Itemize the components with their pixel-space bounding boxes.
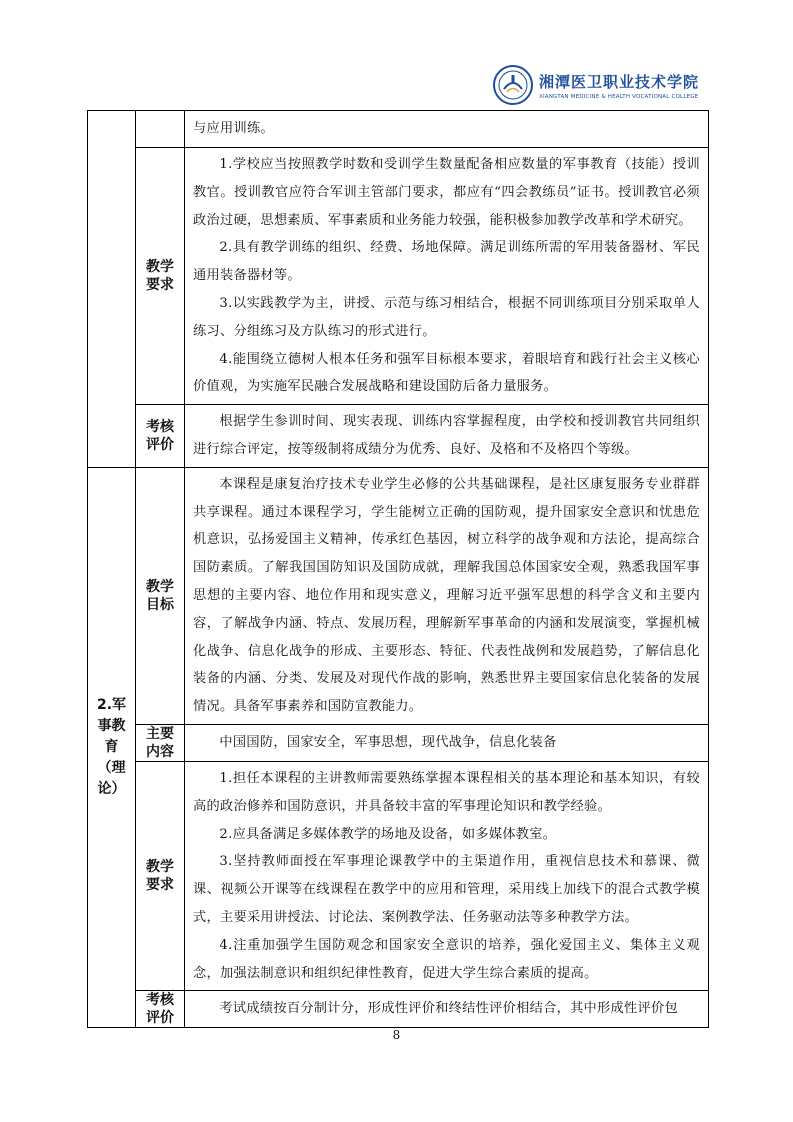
course-table <box>87 110 709 1028</box>
college-name-en: XIANGTAN MEDICINE & HEALTH VOCATIONAL COLLEGE <box>538 93 699 100</box>
table-row-goal-2 <box>88 467 709 724</box>
content-assess-1 <box>185 405 709 468</box>
teach-req-2-p2: 2.应具备满足多媒体教学的场地及设备，如多媒体教室。 <box>219 826 557 842</box>
page-number: 8 <box>392 1028 401 1042</box>
continuation-text: 与应用训练。 <box>193 121 274 137</box>
college-name-cn: 湘潭医卫职业技术学院 <box>538 72 699 91</box>
table-row-assess-1 <box>88 405 709 468</box>
teach-req-1-p2: 2.具有教学训练的组织、经费、场地保障。满足训练所需的军用装备器材、军民通用装备器材等。 <box>193 240 700 284</box>
category-cell-1 <box>88 111 136 468</box>
teach-req-1-p3: 3.以实践教学为主，讲授、示范与练习相结合，根据不同训练项目分别采取单人练习、分组练习及方队练习的形式进行。 <box>193 295 700 339</box>
content-assess-2 <box>185 991 709 1028</box>
label-assess-1: 考核评价 <box>136 405 185 468</box>
teach-req-1-p4: 4.能围绕立德树人根本任务和强军目标根本要求，着眼培育和践行社会主义核心价值观，为实施军民融合发展战略和建设国防后备力量服务。 <box>193 351 700 395</box>
category-cell-2 <box>88 467 136 1028</box>
teach-req-2-p3: 3.坚持教师面授在军事理论课教学中的主渠道作用，重视信息技术和慕课、微课、视频公开课等在线课程在教学中的应用和管理，采用线上加线下的混合式教学模式，主要采用讲授法、讨论法、案例教学法、任务驱动法等多种教学方法。 <box>193 854 700 925</box>
label-goal-2: 教学目标 <box>136 467 185 724</box>
college-name-block <box>539 71 699 100</box>
label-assess-2: 考核评价 <box>136 991 185 1028</box>
teach-req-1-p1: 1.学校应当按照教学时数和受训学生数量配备相应数量的军事教育（技能）授训教官。授训教官应符合军训主管部门要求，都应有“四会教练员”证书。授训教官必须政治过硬，思想素质、军事素质和业务能力较强，能积极参加教学改革和学术研究。 <box>193 157 700 228</box>
table-row-content-2 <box>88 724 709 761</box>
content-teach-req-1 <box>185 148 709 405</box>
page-header <box>493 62 699 108</box>
college-logo-icon <box>493 65 533 105</box>
label-teach-req-2: 教学要求 <box>136 761 185 990</box>
label-content-2: 主要内容 <box>136 724 185 761</box>
label-cell-empty <box>136 111 185 148</box>
table-row-teach-req-2 <box>88 761 709 990</box>
category-2-label: 2.军事教育（理论） <box>96 697 127 798</box>
assess-2-text: 考试成绩按百分制计分，形成性评价和终结性评价相结合，其中形成性评价包 <box>219 1001 678 1017</box>
content-goal-2 <box>185 467 709 724</box>
content-2-text: 中国国防，国家安全，军事思想，现代战争，信息化装备 <box>219 735 557 751</box>
table-row-continuation <box>88 111 709 148</box>
content-main-2 <box>185 724 709 761</box>
teach-req-2-p1: 1.担任本课程的主讲教师需要熟练掌握本课程相关的基本理论和基本知识，有较高的政治修养和国防意识，并具备较丰富的军事理论知识和教学经验。 <box>193 770 700 814</box>
content-cell-continuation <box>185 111 709 148</box>
label-teach-req-1: 教学要求 <box>136 148 185 405</box>
table-row-assess-2 <box>88 991 709 1028</box>
table-row-teach-req-1 <box>88 148 709 405</box>
content-teach-req-2 <box>185 761 709 990</box>
assess-1-text: 根据学生参训时间、现实表现、训练内容掌握程度，由学校和授训教官共同组织进行综合评定，按等级制将成绩分为优秀、良好、及格和不及格四个等级。 <box>193 414 700 457</box>
goal-2-text: 本课程是康复治疗技术专业学生必修的公共基础课程，是社区康复服务专业群群共享课程。通过本课程学习，学生能树立正确的国防观，提升国家安全意识和忧患危机意识，弘扬爱国主义精神，传承红色基因，树立科学的战争观和方法论，提高综合国防素质。了解我国国防知识及国防成就，理解我国总体国家安全观，熟悉我国军事思想的主要内容、地位作用和现实意义，理解习近平强军思想的科学含义和主要内容，了解战争内涵、特点、发展历程，理解新军事革命的内涵和发展演变，掌握机械化战争、信息化战争的形成、主要形态、特征、代表性战例和发展趋势，了解信息化装备的内涵、分类、发展及对现代作战的影响，熟悉世界主要国家信息化装备的发展情况。具备军事素养和国防宣教能力。 <box>193 476 700 715</box>
teach-req-2-p4: 4.注重加强学生国防观念和国家安全意识的培养，强化爱国主义、集体主义观念，加强法制意识和组织纪律性教育，促进大学生综合素质的提高。 <box>193 937 700 981</box>
